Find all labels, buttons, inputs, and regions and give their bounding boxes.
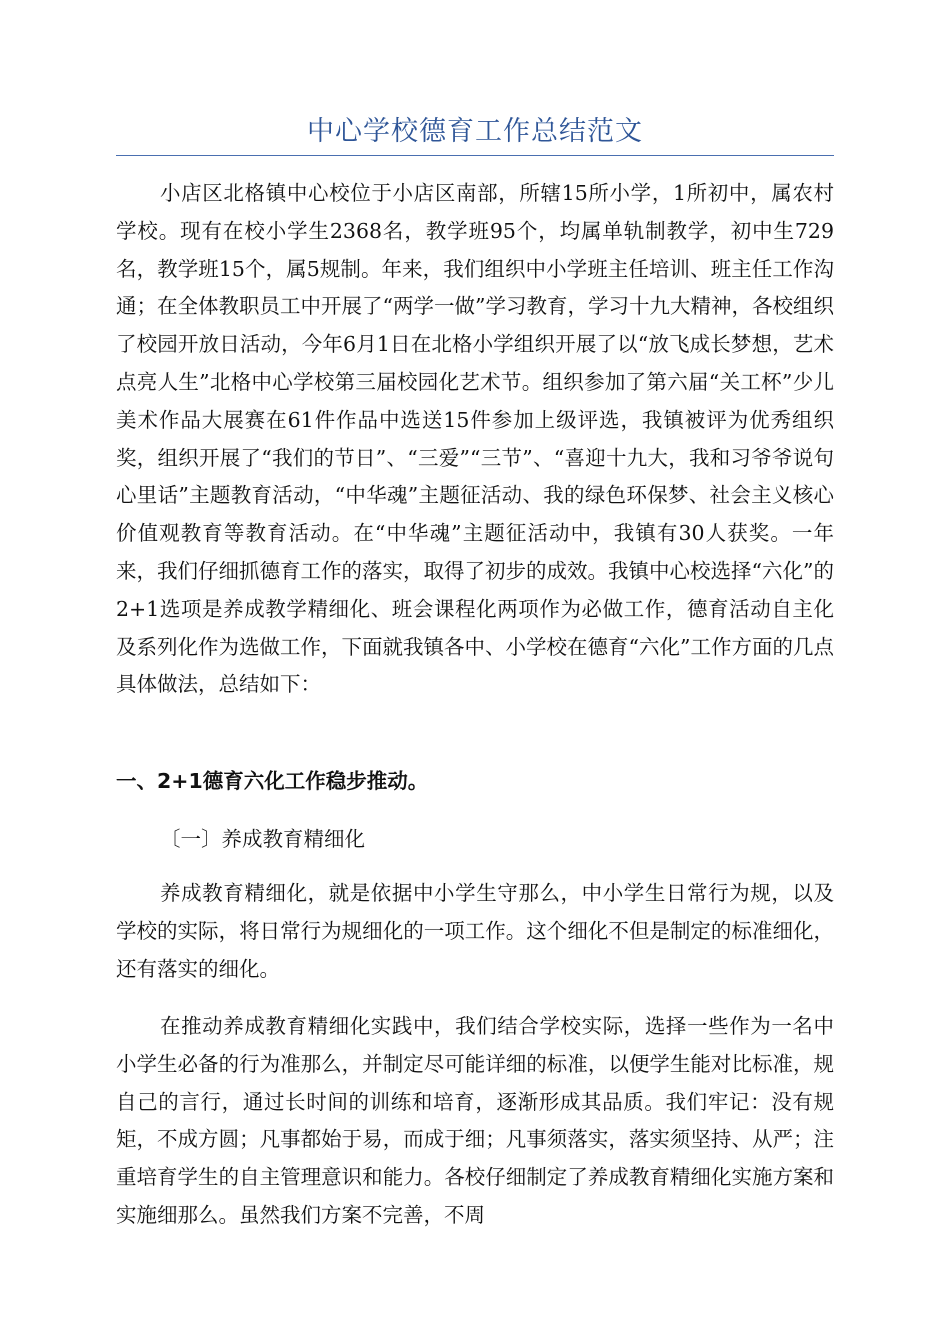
page-title: 中心学校德育工作总结范文 xyxy=(307,116,643,147)
title-underline xyxy=(116,155,834,156)
paragraph-habit-definition: 养成教育精细化，就是依据中小学生守那么，中小学生日常行为规，以及学校的实际，将日常行为规细化的一项工作。这个细化不但是制定的标准细化，还有落实的细化。 xyxy=(116,881,834,981)
subsection-heading: 〔一〕养成教育精细化 xyxy=(160,827,365,851)
section-heading: 一、2+1德育六化工作稳步推动。 xyxy=(116,769,429,793)
paragraph-intro: 小店区北格镇中心校位于小店区南部，所辖15所小学，1所初中，属农村学校。现有在校小学生2368名，教学班95个，均属单轨制教学，初中生729名，教学班15个，属5规制。年来，我们组织中小学班主任培训、班主任工作沟通；在全体教职员工中开展了“两学一做”学习教育，学习十九大精神，各校组织了校园开放日活动，今年6月1日在北格小学组织开展了以“放飞成长梦想，艺术点亮人生”北格中心学校第三届校园化艺术节。组织参加了第六届“关工杯”少儿美术作品大展赛在61件作品中选送15件参加上级评选，我镇被评为优秀组织奖，组织开展了“我们的节日”、“三爱”“三节”、“喜迎十九大，我和习爷爷说句心里话”主题教育活动，“中华魂”主题征活动、我的绿色环保梦、社会主义核心价值观教育等教育活动。在“中华魂”主题征活动中，我镇有30人获奖。一年来，我们仔细抓德育工作的落实，取得了初步的成效。我镇中心校选择“六化”的2+1选项是养成教学精细化、班会课程化两项作为必做工作，德育活动自主化及系列化作为选做工作，下面就我镇各中、小学校在德育“六化”工作方面的几点具体做法，总结如下： xyxy=(116,181,834,697)
paragraph-habit-practice: 在推动养成教育精细化实践中，我们结合学校实际，选择一些作为一名中小学生必备的行为准那么，并制定尽可能详细的标准，以便学生能对比标准，规自己的言行，通过长时间的训练和培育，逐渐形成其品质。我们牢记：没有规矩，不成方圆；凡事都始于易，而成于细；凡事须落实，落实须坚持、从严；注重培育学生的自主管理意识和能力。各校仔细制定了养成教育精细化实施方案和实施细那么。虽然我们方案不完善，不周 xyxy=(116,1014,834,1227)
